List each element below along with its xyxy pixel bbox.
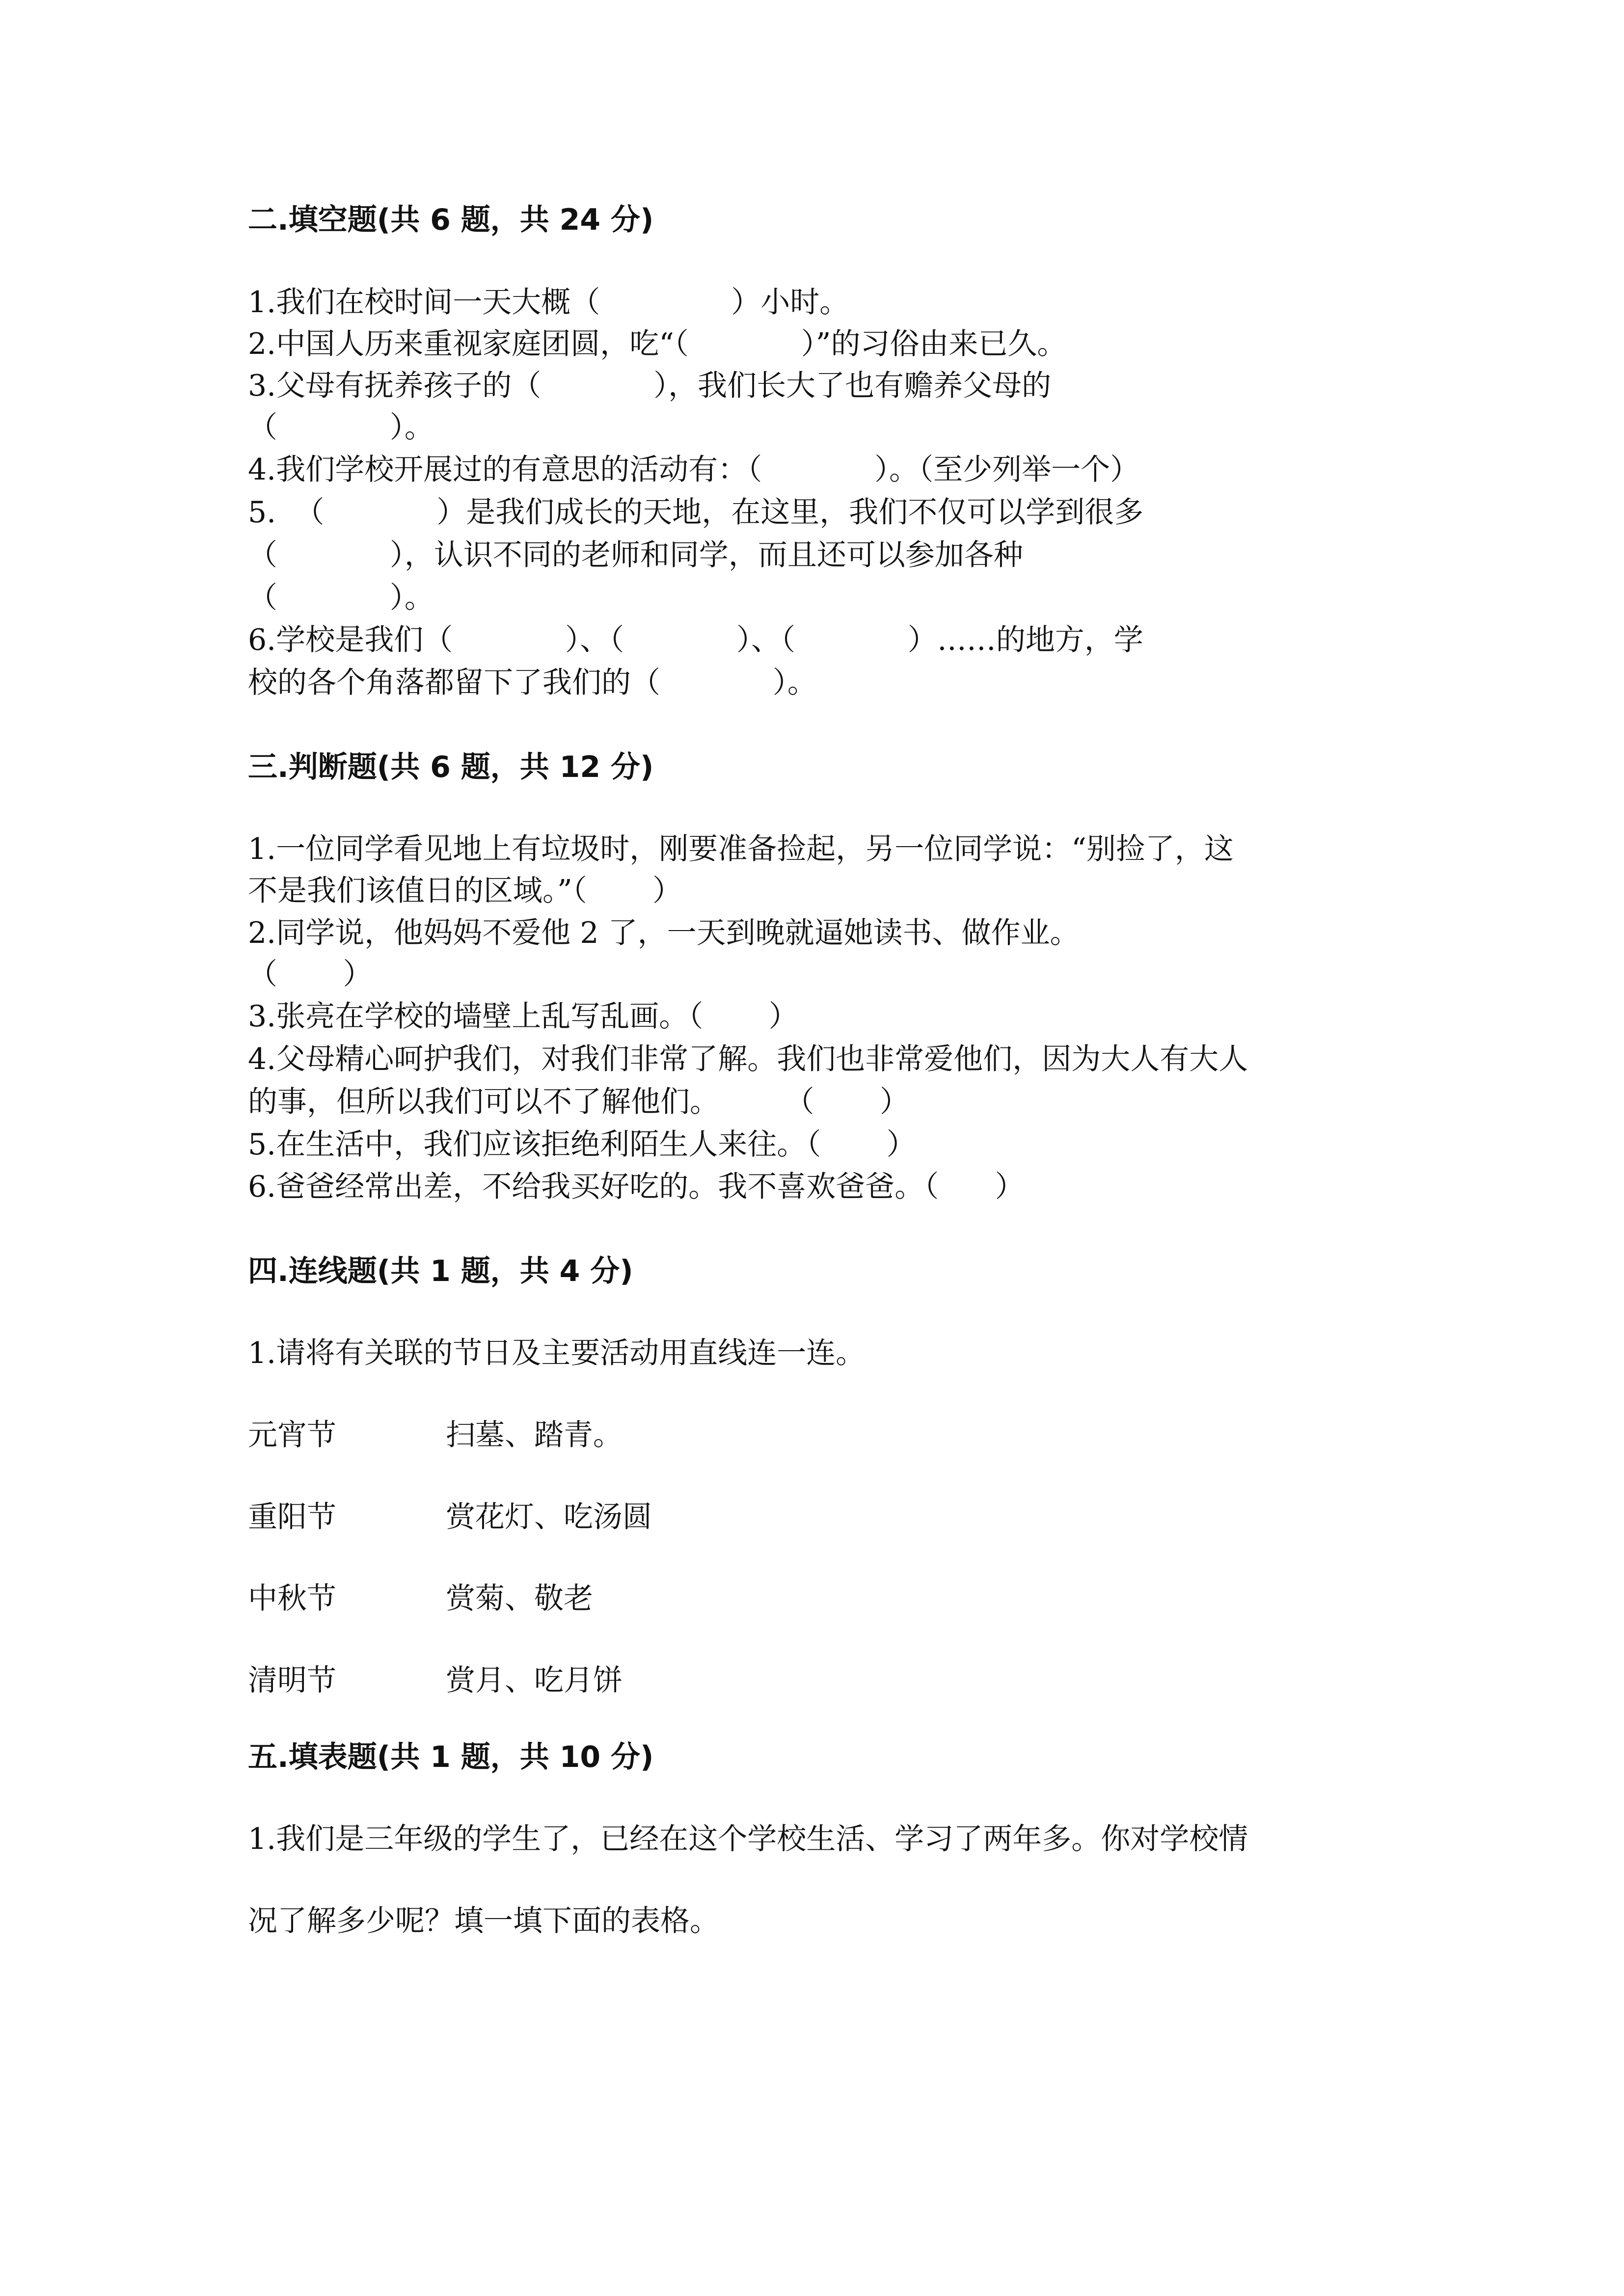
fill-blank-line-6: 5. （ ）是我们成长的天地，在这里，我们不仅可以学到很多 bbox=[248, 495, 1144, 530]
true-false-line-8: 5.在生活中，我们应该拒绝利陌生人来往。（ ） bbox=[248, 1127, 916, 1162]
activity-item: 赏月、吃月饼 bbox=[446, 1663, 623, 1698]
fill-blank-line-7: （ ），认识不同的老师和同学，而且还可以参加各种 bbox=[248, 538, 1023, 572]
section-heading-fill-blank: 二.填空题(共 6 题，共 24 分) bbox=[248, 203, 654, 237]
fill-blank-line-8: （ ）。 bbox=[248, 581, 434, 615]
section-heading-true-false: 三.判断题(共 6 题，共 12 分) bbox=[248, 750, 654, 784]
festival-item: 重阳节 bbox=[248, 1500, 336, 1534]
true-false-line-5: 3.张亮在学校的墙壁上乱写乱画。（ ） bbox=[248, 999, 798, 1034]
true-false-line-7: 的事，但所以我们可以不了解他们。 （ ） bbox=[248, 1085, 910, 1119]
fill-blank-line-5: 4.我们学校开展过的有意思的活动有：（ ）。（至少列举一个） bbox=[248, 453, 1140, 487]
fill-blank-line-9: 6.学校是我们（ ）、（ ）、（ ）……的地方，学 bbox=[248, 623, 1143, 657]
activity-item: 扫墓、踏青。 bbox=[446, 1418, 623, 1452]
true-false-line-4: （ ） bbox=[248, 957, 373, 991]
true-false-line-9: 6.爸爸经常出差，不给我买好吃的。我不喜欢爸爸。（ ） bbox=[248, 1170, 1025, 1204]
fill-blank-line-10: 校的各个角落都留下了我们的（ ）。 bbox=[248, 666, 817, 700]
true-false-line-6: 4.父母精心呵护我们，对我们非常了解。我们也非常爱他们，因为大人有大人 bbox=[248, 1042, 1248, 1076]
festival-item: 元宵节 bbox=[248, 1418, 336, 1452]
true-false-line-3: 2.同学说，他妈妈不爱他 2 了，一天到晚就逼她读书、做作业。 bbox=[248, 916, 1080, 950]
festival-item: 中秋节 bbox=[248, 1581, 336, 1616]
fill-blank-line-1: 1.我们在校时间一天大概（ ）小时。 bbox=[248, 285, 849, 320]
matching-question: 1.请将有关联的节日及主要活动用直线连一连。 bbox=[248, 1336, 866, 1370]
festival-item: 清明节 bbox=[248, 1663, 336, 1698]
section-heading-table-fill: 五.填表题(共 1 题，共 10 分) bbox=[248, 1740, 654, 1774]
fill-blank-line-3: 3.父母有抚养孩子的（ ），我们长大了也有赡养父母的 bbox=[248, 369, 1052, 403]
section-heading-matching: 四.连线题(共 1 题，共 4 分) bbox=[248, 1254, 633, 1288]
true-false-line-1: 1.一位同学看见地上有垃圾时，刚要准备捡起，另一位同学说：“别捡了，这 bbox=[248, 832, 1234, 866]
true-false-line-2: 不是我们该值日的区域。”（ ） bbox=[248, 874, 682, 908]
fill-blank-line-2: 2.中国人历来重视家庭团圆，吃“（ ）”的习俗由来已久。 bbox=[248, 327, 1067, 361]
table-fill-line-1: 1.我们是三年级的学生了，已经在这个学校生活、学习了两年多。你对学校情 bbox=[248, 1822, 1248, 1856]
table-fill-line-2: 况了解多少呢？填一填下面的表格。 bbox=[248, 1904, 719, 1938]
activity-item: 赏菊、敬老 bbox=[446, 1581, 593, 1616]
activity-item: 赏花灯、吃汤圆 bbox=[446, 1500, 652, 1534]
fill-blank-line-4: （ ）。 bbox=[248, 410, 434, 445]
